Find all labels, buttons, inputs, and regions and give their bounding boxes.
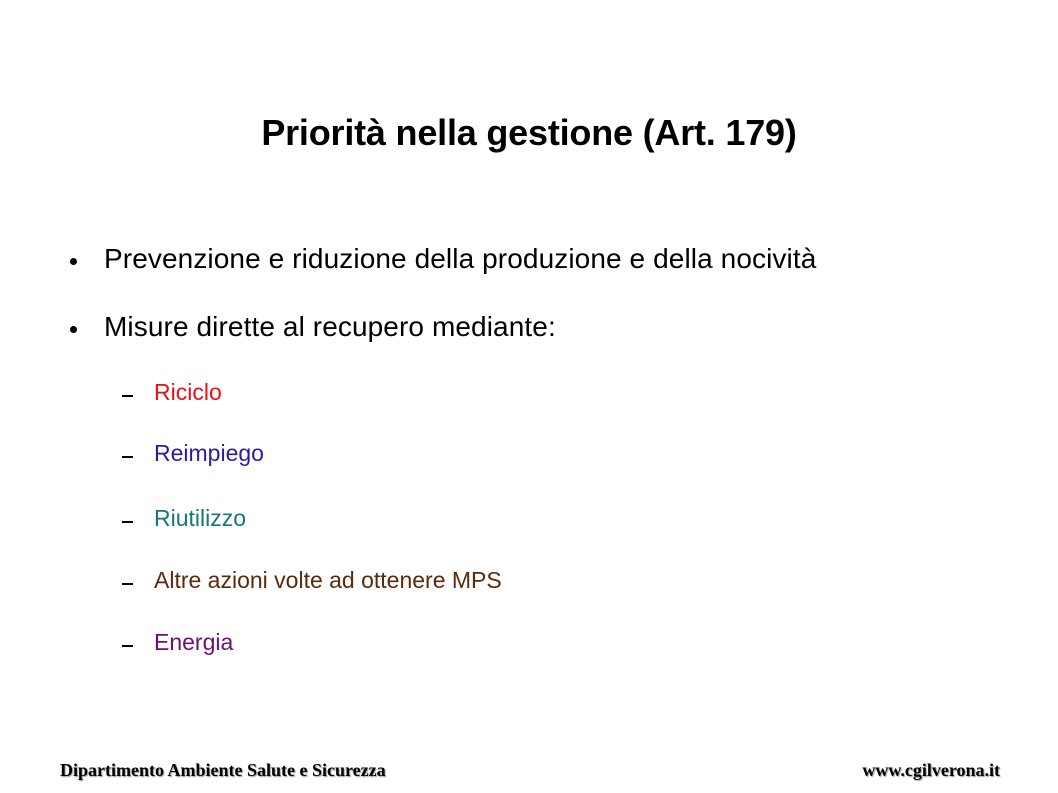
sub-item [122,502,246,534]
bullet-text: Misure dirette al recupero mediante: [104,311,556,342]
sub-item-text: Altre azioni volte ad ottenere MPS [154,567,502,593]
bullet-dot-icon [70,326,77,333]
sub-item [122,564,502,596]
sub-item-text: Riutilizzo [154,505,247,531]
dash-icon [122,456,133,458]
sub-item-text: Reimpiego [154,440,264,466]
dash-icon [122,645,133,647]
dash-icon [122,521,133,523]
footer-website: www.cgilverona.it [862,760,1000,780]
sub-item [122,376,222,408]
bullet-text: Prevenzione e riduzione della produzione e della nocività [104,243,817,274]
dash-icon [122,583,133,585]
footer-department: Dipartimento Ambiente Salute e Sicurezza [60,760,386,780]
bullet-item [70,239,816,279]
bullet-dot-icon [70,258,77,265]
sub-item-text: Riciclo [154,379,222,405]
sub-item [122,437,264,469]
sub-item [122,626,233,658]
slide-title: Priorità nella gestione (Art. 179) [261,112,797,153]
sub-item-text: Energia [154,629,234,655]
bullet-item [70,307,556,347]
dash-icon [122,395,133,397]
